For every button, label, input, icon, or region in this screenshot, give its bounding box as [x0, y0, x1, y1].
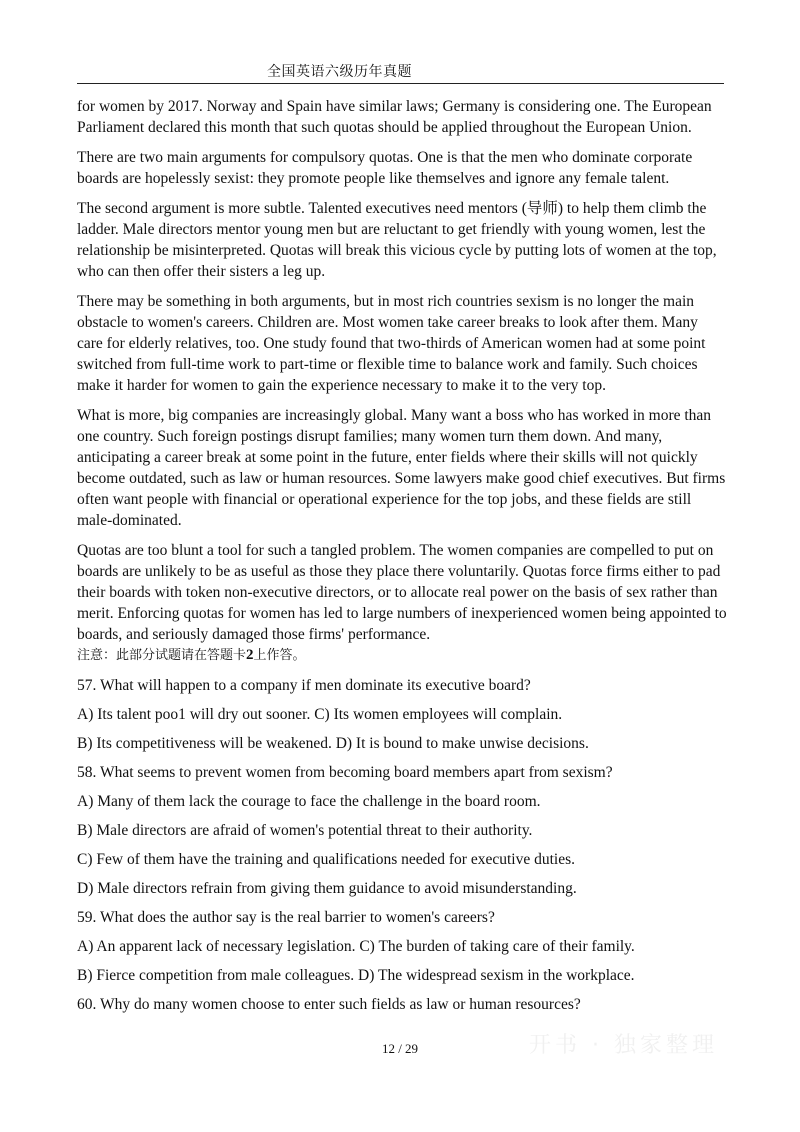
passage-paragraph: The second argument is more subtle. Talented executives need mentors (导师) to help them climb the ladder. Male directors mentor young men but are reluctant to get friendly with young women, lest the relationship be misinterpreted. Quotas will break this vicious cycle by putting lots of women at the top, who can then offer their sisters a leg up. [77, 200, 717, 280]
question-option: B) Its competitiveness will be weakened. D) It is bound to make unwise decisions. [77, 735, 589, 752]
passage-paragraph: There are two main arguments for compulsory quotas. One is that the men who dominate corporate boards are hopelessly sexist: they promote people like themselves and ignore any female talent. [77, 149, 693, 187]
notice-card-number: 2 [246, 647, 254, 663]
document-body [77, 96, 727, 1023]
question-option: A) Its talent poo1 will dry out sooner. C) Its women employees will complain. [77, 706, 563, 723]
question-stem: 57. What will happen to a company if men dominate its executive board? [77, 677, 531, 694]
passage-paragraph: for women by 2017. Norway and Spain have similar laws; Germany is considering one. The European Parliament declared this month that such quotas should be applied throughout the European Union. [77, 98, 712, 136]
question-option: A) Many of them lack the courage to face the challenge in the board room. [77, 793, 541, 810]
question-stem: 59. What does the author say is the real barrier to women's careers? [77, 909, 495, 926]
question-option: B) Male directors are afraid of women's potential threat to their authority. [77, 822, 533, 839]
question-option: B) Fierce competition from male colleagues. D) The widespread sexism in the workplace. [77, 967, 635, 984]
passage-paragraph: Quotas are too blunt a tool for such a tangled problem. The women companies are compelled to put on boards are unlikely to be as useful as those they place there voluntarily. Quotas force firms either to pad their boards with token non-executive directors, or to allocate real power on the basis of sex rather than merit. Enforcing quotas for women has led to large numbers of inexperienced women being appointed to boards, and seriously damaged those firms' performance. [77, 542, 727, 643]
question-option: D) Male directors refrain from giving them guidance to avoid misunderstanding. [77, 880, 577, 897]
notice-suffix: 上作答。 [253, 648, 306, 663]
question-option: C) Few of them have the training and qualifications needed for executive duties. [77, 851, 575, 868]
header-title: 全国英语六级历年真题 [267, 64, 412, 80]
question-stem: 58. What seems to prevent women from becoming board members apart from sexism? [77, 764, 613, 781]
question-option: A) An apparent lack of necessary legislation. C) The burden of taking care of their family. [77, 938, 635, 955]
answer-card-notice [77, 645, 727, 666]
notice-prefix: 注意：此部分试题请在答题卡 [77, 648, 247, 663]
passage-paragraph: There may be something in both arguments, but in most rich countries sexism is no longer the main obstacle to women's careers. Children are. Most women take career breaks to look after them. Many care for elderly relatives, too. One study found that two-thirds of American women had at some point switched from full-time work to part-time or flexible time to balance work and family. Such choices make it harder for women to gain the experience necessary to make it to the very top. [77, 293, 706, 394]
watermark: 开书 · 独家整理 [529, 1033, 718, 1058]
page-number: 12 / 29 [381, 1041, 419, 1056]
passage-paragraph: What is more, big companies are increasingly global. Many want a boss who has worked in more than one country. Such foreign postings disrupt families; many women turn them down. And many, anticipating a career break at some point in the future, enter fields where their skills will not quickly become outdated, such as law or human resources. Some lawyers make good chief executives. But firms often want people with financial or operational experience for the top jobs, and these fields are still male-dominated. [77, 407, 726, 529]
page-header [77, 58, 724, 84]
question-stem: 60. Why do many women choose to enter such fields as law or human resources? [77, 996, 581, 1013]
